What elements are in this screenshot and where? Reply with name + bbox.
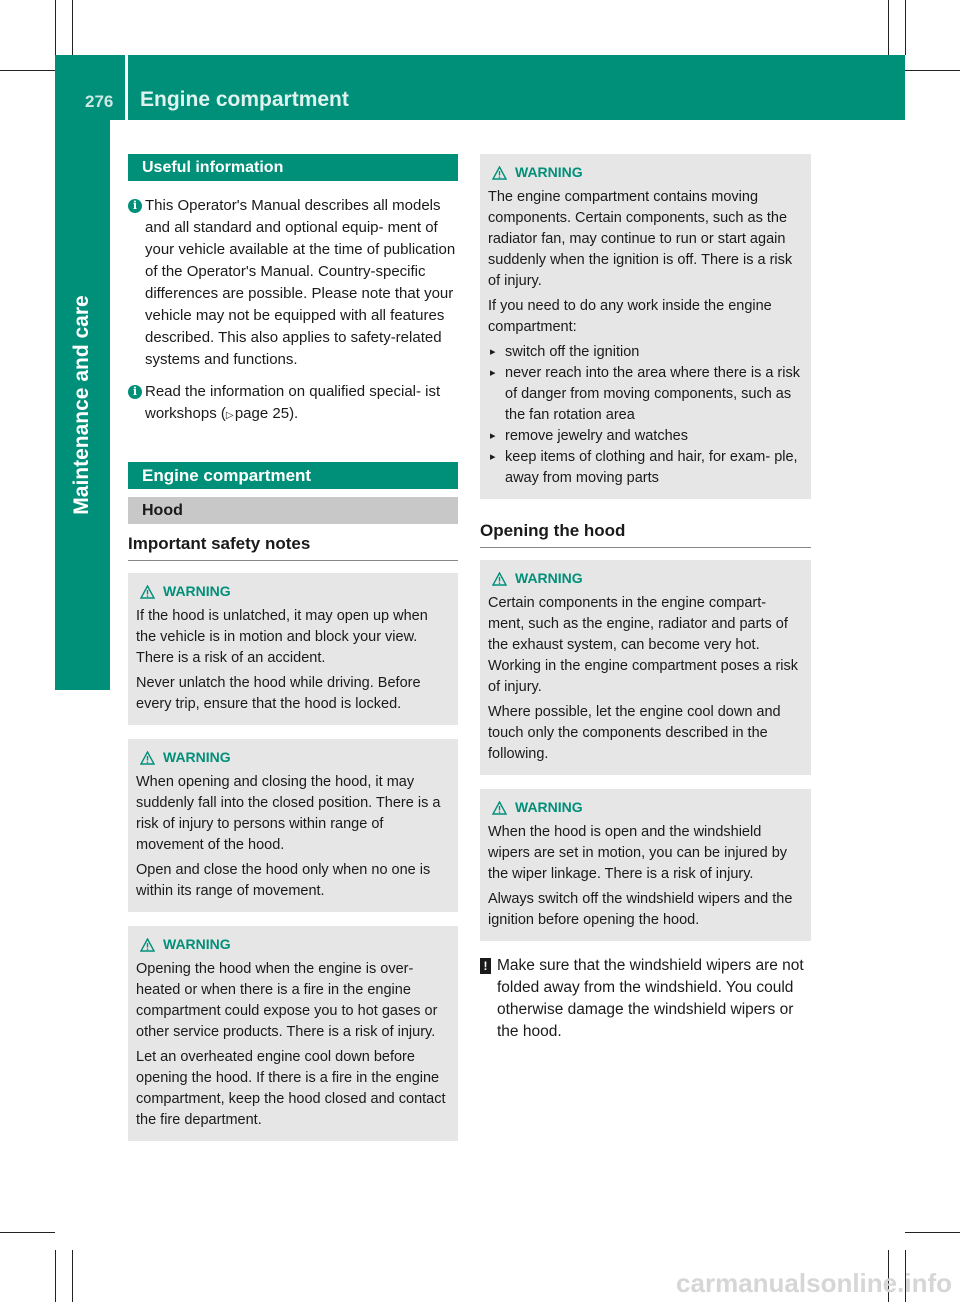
caution-note	[480, 955, 811, 1043]
page-title: Engine compartment	[140, 88, 349, 111]
info-icon: i	[128, 199, 142, 213]
crop-mark	[905, 70, 960, 71]
crop-mark	[55, 1250, 56, 1302]
warning-header	[488, 568, 803, 589]
warning-text: Open and close the hood only when no one is within its range of movement.	[136, 862, 431, 899]
warning-header	[488, 162, 803, 183]
crop-mark	[55, 0, 56, 55]
crop-mark	[905, 1232, 960, 1233]
info-note	[128, 195, 458, 371]
crop-mark	[0, 1232, 55, 1233]
info-note	[128, 381, 458, 427]
warning-text: Never unlatch the hood while driving. Before every trip, ensure that the hood is locked.	[136, 675, 421, 712]
crop-mark	[72, 0, 73, 55]
watermark: carmanualsonline.info	[676, 1268, 952, 1298]
info-note-text-end: ).	[289, 405, 299, 422]
list-item: ▸ remove jewelry and watches	[488, 426, 803, 447]
warning-label: WARNING	[515, 164, 583, 180]
list-item: ▸ keep items of clothing and hair, for exam- ple, away from moving parts	[488, 447, 803, 489]
warning-box	[128, 573, 458, 725]
crop-mark	[905, 0, 906, 55]
warning-text: If the hood is unlatched, it may open up when the vehicle is in motion and block your view. There is a risk of an accident.	[136, 608, 428, 666]
warning-triangle-icon	[492, 572, 507, 586]
section-heading: Engine compartment	[128, 462, 458, 489]
warning-label: WARNING	[163, 583, 231, 599]
warning-triangle-icon	[492, 166, 507, 180]
warning-text: Let an overheated engine cool down before opening the hood. If there is a fire in the engine compartment, keep the hood closed and contact the fire department.	[136, 1049, 446, 1128]
warning-header	[136, 747, 450, 768]
warning-box	[128, 739, 458, 912]
opening-hood-heading: Opening the hood	[480, 521, 811, 548]
warning-triangle-icon	[140, 938, 155, 952]
useful-info-heading: Useful information	[128, 154, 458, 181]
crop-mark	[0, 70, 55, 71]
warning-header	[136, 934, 450, 955]
warning-box	[480, 154, 811, 499]
info-note-text: This Operator's Manual describes all models and all standard and optional equip- ment of your vehicle available at the time of publication of the Operator's Manual. Country-specific differences are possible. Please note that your vehicle may not be equipped with all features described. This also applies to safety-related systems and functions.	[145, 197, 456, 368]
exclamation-icon: !	[480, 958, 491, 974]
header-divider	[125, 55, 128, 120]
warning-text: Always switch off the windshield wipers and the ignition before opening the hood.	[488, 891, 793, 928]
right-column	[480, 154, 811, 1043]
warning-box	[480, 560, 811, 775]
info-icon: i	[128, 385, 142, 399]
warning-text: Where possible, let the engine cool down and touch only the components described in the following.	[488, 704, 781, 762]
warning-label: WARNING	[515, 799, 583, 815]
warning-text: The engine compartment contains moving components. Certain components, such as the radiator fan, may continue to run or start again suddenly when the ignition is off. There is a risk of injury.	[488, 189, 793, 289]
warning-text: When opening and closing the hood, it may suddenly fall into the closed position. There is a risk of injury to persons within range of movement of the hood.	[136, 774, 441, 853]
warning-header	[488, 797, 803, 818]
list-item: ▸ switch off the ignition	[488, 342, 803, 363]
warning-text: Certain components in the engine compart- ment, such as the engine, radiator and parts of the exhaust system, can become very hot. Working in the engine compartment poses a risk of injury.	[488, 595, 799, 695]
page-number: 276	[85, 92, 114, 111]
list-item: ▸ never reach into the area where there is a risk of danger from moving components, such as the fan rotation area	[488, 363, 803, 426]
warning-text: If you need to do any work inside the engine compartment:	[488, 298, 772, 335]
info-note-text: Read the information on qualified special- ist workshops (	[145, 383, 441, 422]
warning-box	[128, 926, 458, 1141]
warning-label: WARNING	[163, 936, 231, 952]
safety-notes-heading: Important safety notes	[128, 534, 458, 561]
crop-mark	[888, 0, 889, 55]
warning-text: When the hood is open and the windshield wipers are set in motion, you can be injured by the wiper linkage. There is a risk of injury.	[488, 824, 788, 882]
caution-note-text: Make sure that the windshield wipers are not folded away from the windshield. You could otherwise damage the windshield wipers or the hood.	[497, 957, 804, 1040]
left-column	[128, 154, 458, 1141]
warning-triangle-icon	[492, 801, 507, 815]
warning-header	[136, 581, 450, 602]
page-ref-arrow-icon: ▷	[225, 410, 234, 421]
warning-label: WARNING	[163, 749, 231, 765]
warning-box	[480, 789, 811, 941]
page-reference-link[interactable]: page 25	[234, 405, 290, 422]
subsection-heading: Hood	[128, 497, 458, 524]
side-tab-label: Maintenance and care	[70, 295, 93, 515]
warning-label: WARNING	[515, 570, 583, 586]
bullet-list	[488, 342, 803, 489]
warning-triangle-icon	[140, 585, 155, 599]
warning-text: Opening the hood when the engine is over- heated or when there is a fire in the engine compartment could expose you to hot gases or other service products. There is a risk of injury.	[136, 961, 438, 1040]
warning-triangle-icon	[140, 751, 155, 765]
crop-mark	[72, 1250, 73, 1302]
